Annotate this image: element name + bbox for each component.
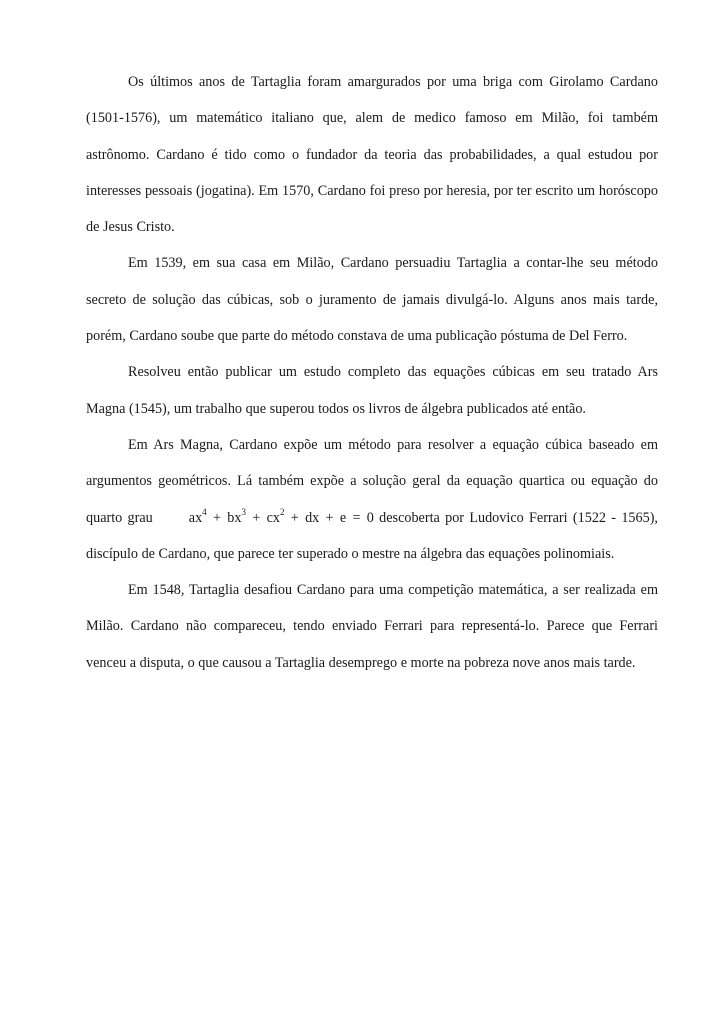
eq-term-a: ax — [188, 509, 203, 526]
paragraph-2: Em 1539, em sua casa em Milão, Cardano persuadiu Tartaglia a contar-lhe seu método secreto de solução das cúbicas, sob o juramento de jamais divulgá-lo. Alguns anos mais tarde, porém, Cardano soube que parte do método constava de uma publicação póstuma de Del Ferro. — [86, 255, 658, 345]
paragraph-3: Resolveu então publicar um estudo completo das equações cúbicas em seu tratado Ars Magna (1545), um trabalho que superou todos os livros de álgebra publicados até então. — [86, 364, 658, 417]
eq-exp-4: 4 — [202, 506, 207, 517]
paragraph-5: Em 1548, Tartaglia desafiou Cardano para uma competição matemática, a ser realizada em Milão. Cardano não compareceu, tendo enviado Ferrari para representá-lo. Parece que Ferrari venceu a disputa, o que causou a Tartaglia desemprego e morte na pobreza nove anos mais tarde. — [86, 582, 658, 671]
eq-term-rest: + dx + e = 0 — [284, 509, 374, 526]
paragraph-4-before: Em Ars Magna, Cardano expõe um método para resolver a equação cúbica baseado em argumentos geométricos. Lá também expõe a solução geral da equação quartica ou equação do quarto grau — [86, 436, 658, 526]
eq-exp-3: 3 — [241, 506, 246, 517]
eq-exp-2: 2 — [279, 506, 285, 517]
eq-term-b: + bx — [206, 509, 242, 526]
paragraph-4 — [86, 427, 658, 572]
paragraph-1: Os últimos anos de Tartaglia foram amargurados por uma briga com Girolamo Cardano (1501-1576), um matemático italiano que, alem de medico famoso em Milão, foi também astrônomo. Cardano é tido como o fundador da teoria das probabilidades, a qual estudou por interesses pessoais (jogatina). Em 1570, Cardano foi preso por heresia, por ter escrito um horóscopo de Jesus Cristo. — [86, 74, 658, 236]
document-body — [86, 64, 658, 681]
paragraph-4-after: descoberta por Ludovico Ferrari (1522 - 1565), discípulo de Cardano, que parece ter superado o mestre na álgebra das equações polinomiais. — [86, 509, 658, 562]
eq-term-c: + cx — [245, 509, 280, 526]
quartic-equation — [188, 506, 374, 526]
